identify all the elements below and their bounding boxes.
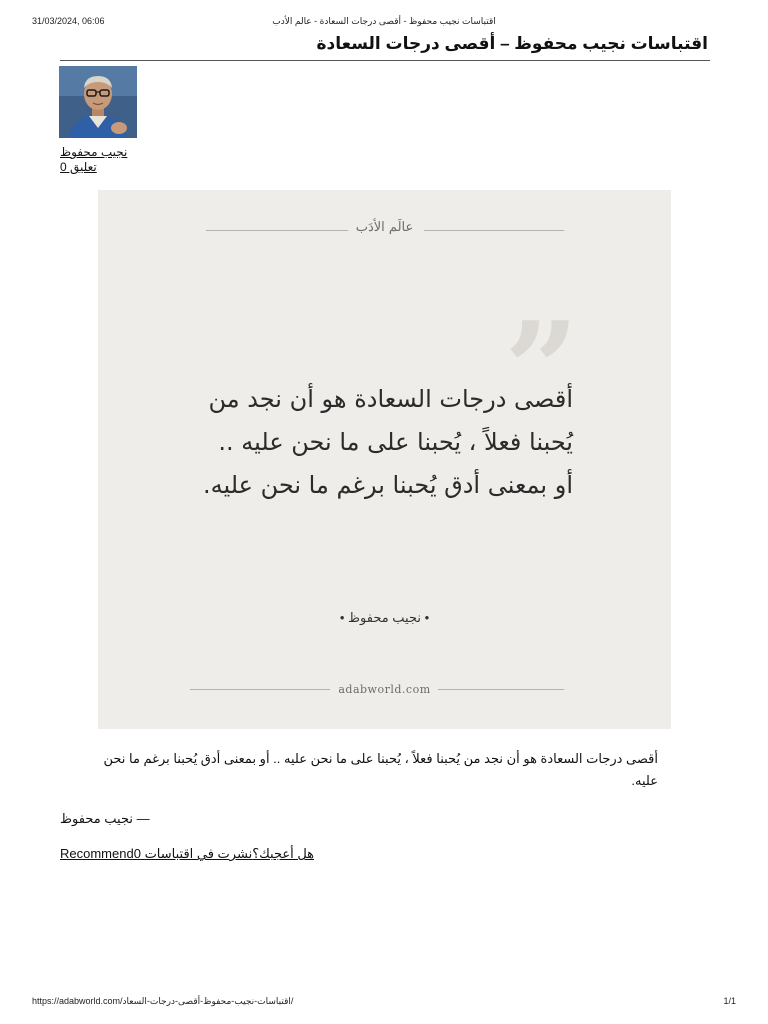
author-avatar[interactable] xyxy=(59,66,137,138)
quotation-mark-icon: ” xyxy=(504,293,579,446)
author-portrait xyxy=(59,66,137,138)
card-site: adabworld.com xyxy=(338,683,431,696)
card-brand: عالَم الأدَب xyxy=(355,220,414,235)
print-header xyxy=(30,16,738,30)
page-title: اقتباسات نجيب محفوظ – أقصى درجات السعادة xyxy=(316,34,708,53)
card-quote-line: أقصى درجات السعادة هو أن نجد من xyxy=(208,385,573,413)
comments-link[interactable]: تعليق 0 xyxy=(60,160,97,174)
card-quote-line: يُحبنا فعلاً ، يُحبنا على ما نحن عليه .. xyxy=(218,428,573,456)
quote-byline: — نجيب محفوظ xyxy=(60,811,150,826)
quote-image-card xyxy=(98,190,671,729)
brand-divider-right xyxy=(424,230,564,231)
print-page-number: 1/1 xyxy=(723,996,736,1006)
post-actions xyxy=(60,846,314,862)
published-in-link[interactable]: نشرت في اقتباسات xyxy=(144,846,253,861)
author-link[interactable]: نجيب محفوظ xyxy=(60,145,128,159)
print-footer xyxy=(32,996,736,1010)
quote-text: أقصى درجات السعادة هو أن نجد من يُحبنا فعلاً ، يُحبنا على ما نحن عليه .. أو بمعنى أدق يُحبنا برغم ما نحن عليه. xyxy=(103,751,658,788)
title-divider xyxy=(60,60,710,61)
card-quote-lines xyxy=(128,378,573,507)
site-divider-right xyxy=(438,689,564,690)
like-question[interactable]: هل أعجبك؟ xyxy=(252,846,315,861)
print-datetime: 31/03/2024, 06:06 xyxy=(32,16,105,26)
card-author: • نجيب محفوظ • xyxy=(339,610,430,625)
card-quote-line: أو بمعنى أدق يُحبنا برغم ما نحن عليه. xyxy=(202,471,573,499)
recommend-button[interactable]: Recommend0 xyxy=(60,846,141,861)
print-url: https://adabworld.com/اقتباسات-نجيب-محفوظ-أقصى-درجات-السعاد/ xyxy=(32,996,294,1006)
print-doc-title: اقتباسات نجيب محفوظ - أقصى درجات السعادة - عالم الأدب xyxy=(272,16,496,26)
